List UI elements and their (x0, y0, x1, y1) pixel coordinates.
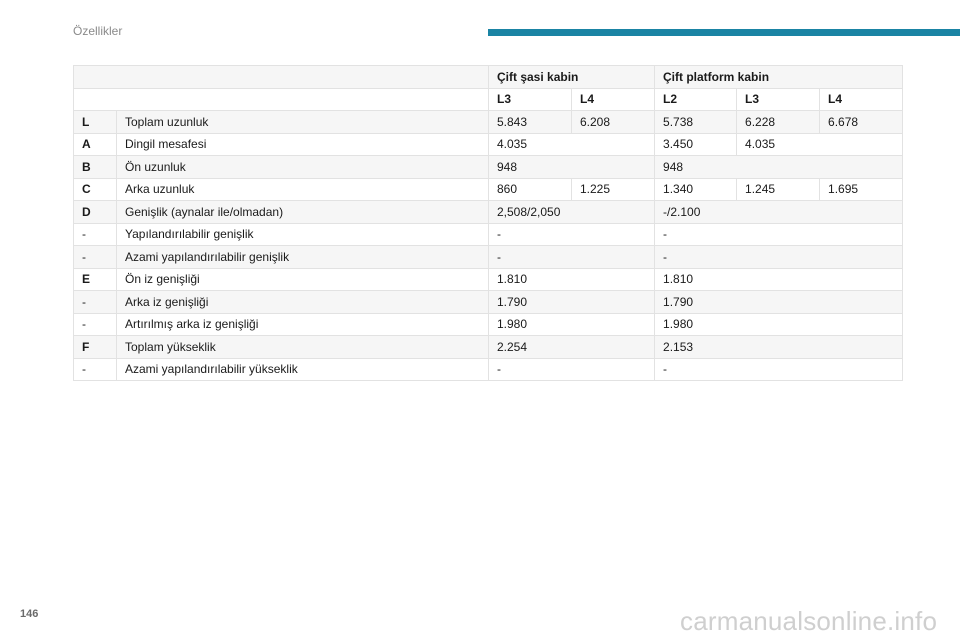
dimension-label: Yapılandırılabilir genişlik (117, 223, 489, 246)
value-cell: 1.980 (655, 313, 903, 336)
group-header: Çift şasi kabin (489, 66, 655, 89)
dimension-code: C (74, 178, 117, 201)
page-number: 146 (20, 608, 39, 620)
table-row (74, 201, 903, 224)
dimension-label: Dingil mesafesi (117, 133, 489, 156)
dimension-code: B (74, 156, 117, 179)
table-row (74, 313, 903, 336)
value-cell: -/2.100 (655, 201, 903, 224)
dimension-label: Arka iz genişliği (117, 291, 489, 314)
group-header-row (74, 66, 903, 89)
value-cell: 6.228 (737, 111, 820, 134)
value-cell: 948 (489, 156, 655, 179)
value-cell: 948 (655, 156, 903, 179)
variant-header: L4 (820, 88, 903, 111)
value-cell: 1.245 (737, 178, 820, 201)
header-empty-cell (74, 66, 489, 89)
value-cell: 1.980 (489, 313, 655, 336)
dimension-code: - (74, 291, 117, 314)
value-cell: - (489, 358, 655, 381)
value-cell: - (489, 246, 655, 269)
dimension-label: Toplam yükseklik (117, 336, 489, 359)
table-row (74, 156, 903, 179)
value-cell: 1.790 (655, 291, 903, 314)
value-cell: - (655, 246, 903, 269)
value-cell: 5.843 (489, 111, 572, 134)
table-row (74, 223, 903, 246)
value-cell: 3.450 (655, 133, 737, 156)
dimension-label: Ön iz genişliği (117, 268, 489, 291)
dimension-code: E (74, 268, 117, 291)
value-cell: 1.790 (489, 291, 655, 314)
value-cell: - (655, 223, 903, 246)
value-cell: 6.208 (572, 111, 655, 134)
value-cell: 6.678 (820, 111, 903, 134)
value-cell: 1.340 (655, 178, 737, 201)
dimension-label: Azami yapılandırılabilir yükseklik (117, 358, 489, 381)
variant-header: L4 (572, 88, 655, 111)
watermark-text: carmanualsonline.info (680, 606, 938, 636)
dimension-label: Azami yapılandırılabilir genişlik (117, 246, 489, 269)
dimension-code: - (74, 358, 117, 381)
dimension-code: L (74, 111, 117, 134)
dimension-label: Arka uzunluk (117, 178, 489, 201)
dimension-code: - (74, 246, 117, 269)
header-empty-cell (74, 88, 489, 111)
header-accent-bar (488, 29, 960, 36)
value-cell: - (489, 223, 655, 246)
value-cell: 1.810 (655, 268, 903, 291)
table-row (74, 246, 903, 269)
variant-header: L3 (737, 88, 820, 111)
group-header: Çift platform kabin (655, 66, 903, 89)
value-cell: 2,508/2,050 (489, 201, 655, 224)
variant-header: L2 (655, 88, 737, 111)
table-row (74, 133, 903, 156)
table-row (74, 291, 903, 314)
value-cell: 1.225 (572, 178, 655, 201)
value-cell: 5.738 (655, 111, 737, 134)
value-cell: 2.153 (655, 336, 903, 359)
table-row (74, 111, 903, 134)
dimension-code: D (74, 201, 117, 224)
dimension-code: - (74, 223, 117, 246)
value-cell: 860 (489, 178, 572, 201)
dimensions-table (73, 65, 903, 381)
variant-header-row (74, 88, 903, 111)
value-cell: 4.035 (489, 133, 655, 156)
dimension-code: - (74, 313, 117, 336)
dimension-label: Artırılmış arka iz genişliği (117, 313, 489, 336)
section-title: Özellikler (73, 24, 123, 38)
table-row (74, 358, 903, 381)
value-cell: 2.254 (489, 336, 655, 359)
table-row (74, 268, 903, 291)
dimension-code: F (74, 336, 117, 359)
value-cell: 1.810 (489, 268, 655, 291)
dimension-label: Toplam uzunluk (117, 111, 489, 134)
dimension-label: Genişlik (aynalar ile/olmadan) (117, 201, 489, 224)
value-cell: 4.035 (737, 133, 903, 156)
table-row (74, 178, 903, 201)
table-row (74, 336, 903, 359)
value-cell: 1.695 (820, 178, 903, 201)
value-cell: - (655, 358, 903, 381)
dimension-label: Ön uzunluk (117, 156, 489, 179)
variant-header: L3 (489, 88, 572, 111)
dimension-code: A (74, 133, 117, 156)
